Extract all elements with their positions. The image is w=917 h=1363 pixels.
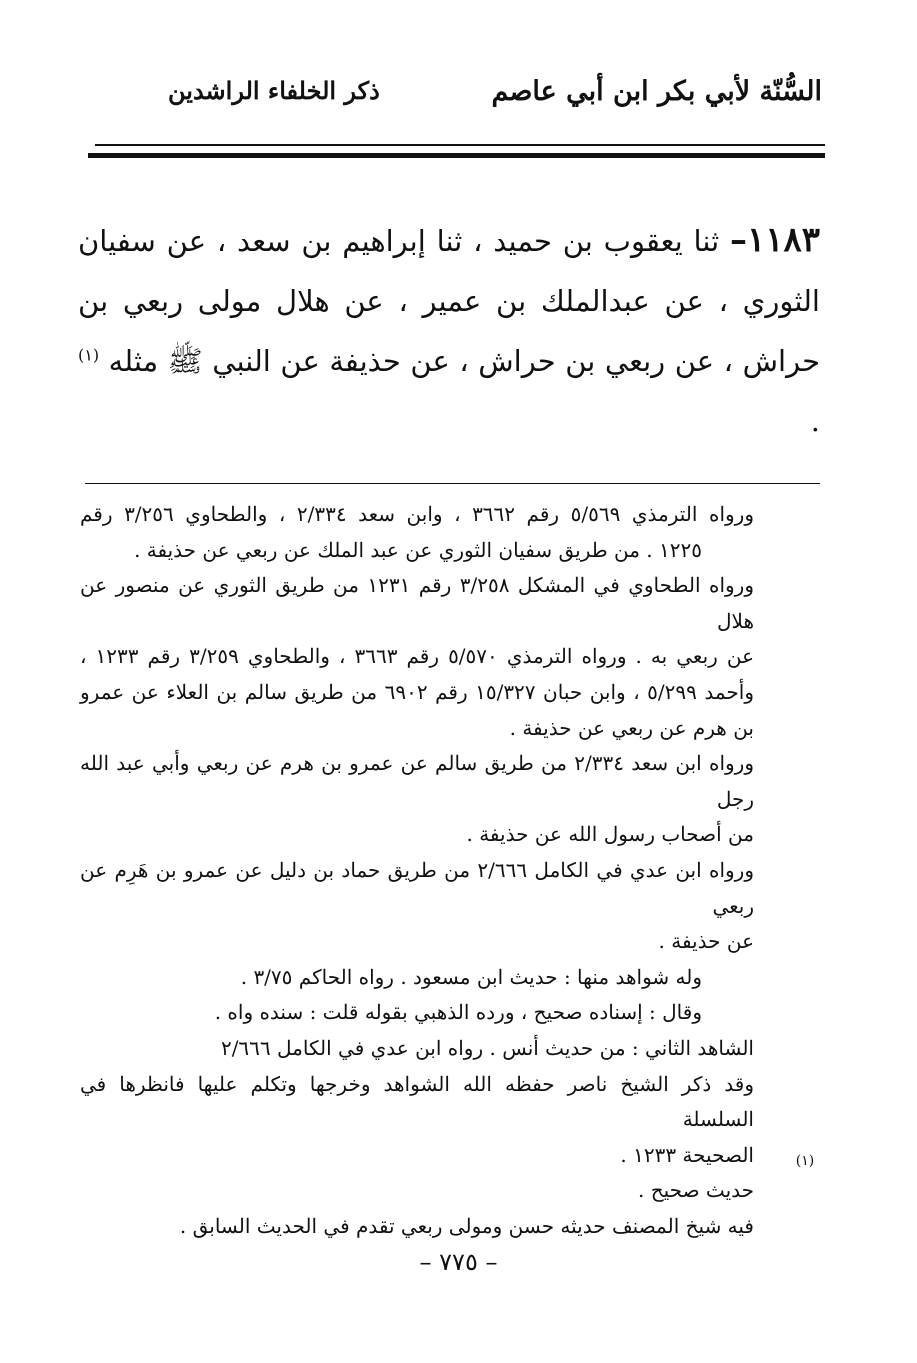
footnote-line: من أصحاب رسول الله عن حذيفة . (466, 822, 754, 847)
footnote-line: وقال : إسناده صحيح ، ورده الذهبي بقوله قلت : سنده واه . (214, 1000, 702, 1025)
hadith-number-dash: – (729, 220, 747, 260)
footnote-line: عن حذيفة . (658, 929, 754, 954)
footnote-line: الصحيحة ١٢٣٣ . (620, 1142, 754, 1167)
footnote-reference: (١) (78, 345, 100, 365)
footnote-line: ورواه ابن سعد ٢/٣٣٤ من طريق سالم عن عمرو بن هرم عن ربعي وأبي عبد الله رجل (80, 751, 754, 811)
footnote-line: الشاهد الثاني : من حديث أنس . رواه ابن عدي في الكامل ٢/٦٦٦ (220, 1035, 754, 1060)
header-rule-thick (88, 153, 825, 158)
footnote-line: فيه شيخ المصنف حديثه حسن ومولى ربعي تقدم في الحديث السابق . (179, 1213, 754, 1238)
footnote-line: وأحمد ٥/٢٩٩ ، وابن حبان ١٥/٣٢٧ رقم ٦٩٠٢ من طريق سالم بن العلاء عن عمرو (80, 679, 755, 704)
hadith-body: ثنا يعقوب بن حميد ، ثنا إبراهيم بن سعد ، عن سفيان الثوري ، عن عبدالملك بن عمير ، عن هلال مولى ربعي بن حراش ، عن ربعي بن حراش ، عن حذيفة عن النبي ﷺ مثله (78, 224, 820, 378)
chapter-title: ذكر الخلفاء الراشدين (168, 76, 380, 105)
footnote-line: ورواه ابن عدي في الكامل ٢/٦٦٦ من طريق حماد بن دليل عن عمرو بن هَرِم عن ربعي (80, 857, 754, 918)
footnote-line: ورواه الطحاوي في المشكل ٣/٢٥٨ رقم ١٢٣١ من طريق الثوري عن منصور عن هلال (80, 573, 754, 633)
footnote-line: عن ربعي به . ورواه الترمذي ٥/٥٧٠ رقم ٣٦٦٣ ، والطحاوي ٣/٢٥٩ رقم ١٢٣٣ ، (80, 644, 755, 669)
footnotes-block (80, 497, 754, 1244)
hadith-end: . (810, 404, 820, 438)
hadith-number: ١١٨٣ (746, 220, 821, 260)
footnote-marker: (١) (795, 1153, 815, 1169)
footnote-line: حديث صحيح . (638, 1178, 754, 1203)
footnote-line: بن هرم عن ربعي عن حذيفة . (509, 715, 754, 740)
footnote-line: وقد ذكر الشيخ ناصر حفظه الله الشواهد وخرجها وتكلم عليها فانظرها في السلسلة (80, 1071, 754, 1132)
book-title: السُّنّة لأبي بكر ابن أبي عاصم (491, 76, 822, 107)
page-number: – ٧٧٥ – (419, 1248, 498, 1276)
footnote-separator (85, 483, 820, 484)
footnote-line: ورواه الترمذي ٥/٥٦٩ رقم ٣٦٦٢ ، وابن سعد ٢/٣٣٤ ، والطحاوي ٣/٢٥٦ رقم (80, 502, 754, 526)
header-rule-thin (95, 144, 825, 146)
footnote-line: وله شواهد منها : حديث ابن مسعود . رواه الحاكم ٣/٧٥ . (240, 964, 702, 989)
running-header (80, 70, 822, 120)
footnote-line: ١٢٢٥ . من طريق سفيان الثوري عن عبد الملك عن ربعي عن حذيفة . (134, 537, 702, 562)
hadith-text-block (78, 210, 820, 451)
